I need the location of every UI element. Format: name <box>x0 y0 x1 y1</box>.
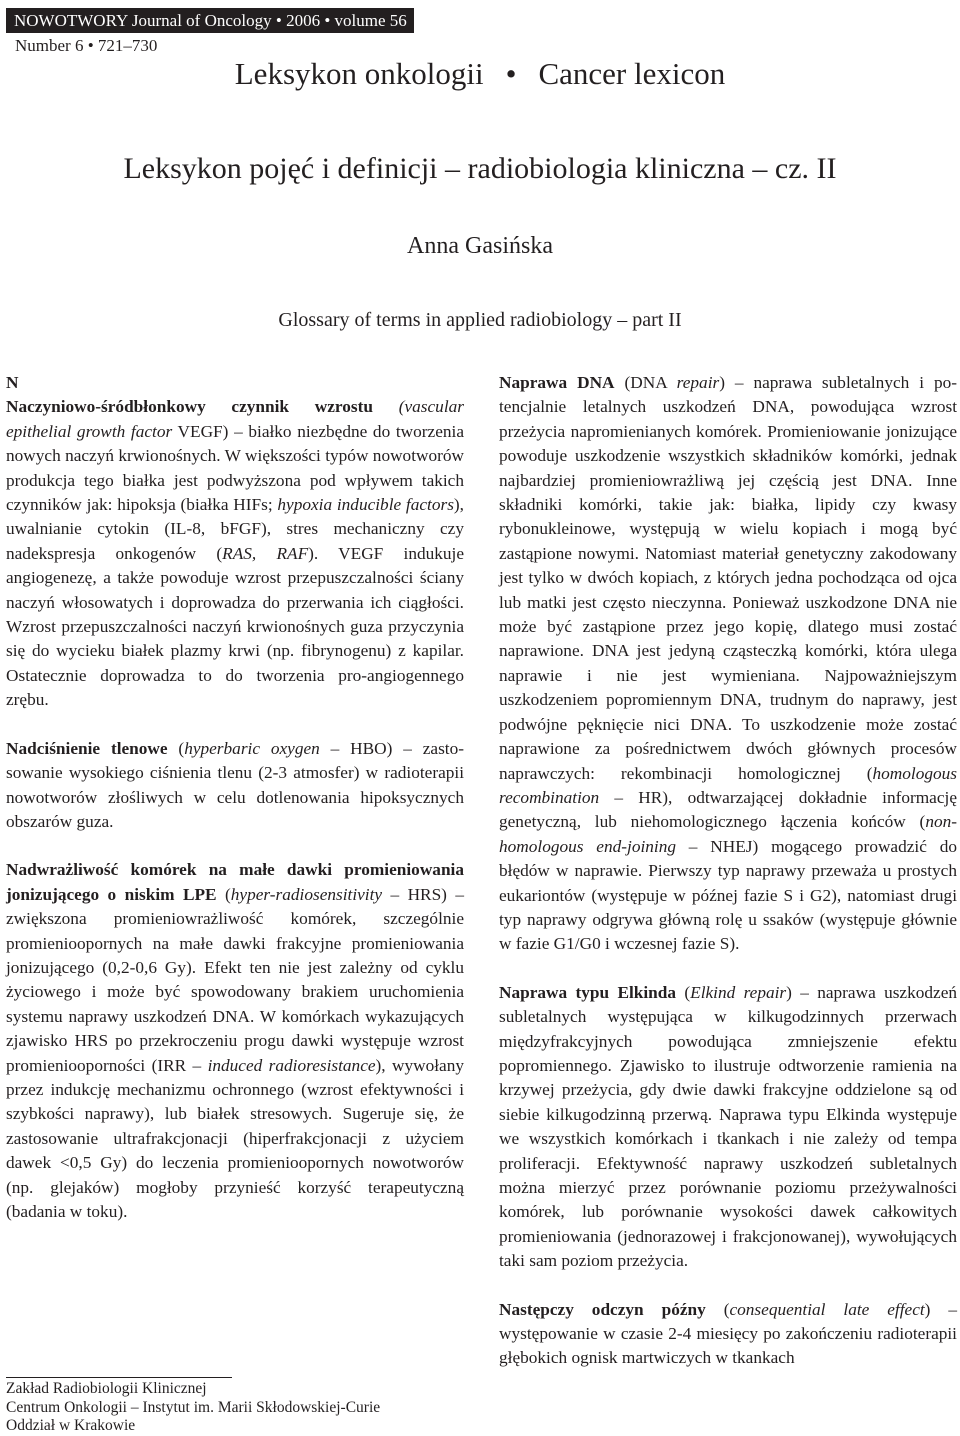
entry-text: ) – naprawa subletalnych i potencjalnie letalnych uszkodzeń DNA, powodująca wzrost przeżycia napromienianych komórek. Promieniowanie jonizujące powoduje uszkodzenie wszystkich składników komórki, jednak najbardziej promieniowrażliwą jej częścią jest DNA. Inne składniki komórki, takie jak: białka, lipidy czy kwasy rybonukleinowe, występują w wielu kopiach i mogą być zastąpione nowymi. Natomiast materiał genetyczny zakodowany jest tylko w dwóch kopiach, z których jedna pochodząca od ojca lub matki jest często nieczynna. Ponieważ uszkodzone DNA nie może być zastąpione przez jego kopię, dlatego musi zostać naprawione. DNA jest jedyną cząsteczką komórki, która ulega naprawie i nie jest wymieniana. Najpoważniejszym uszkodzeniem popromiennym DNA, trudnym do naprawy, jest podwójne pęknięcie nici DNA. To uszkodzenie może zostać naprawione za pośrednictwem dwóch głównych procesów naprawczych: rekombinacji homologicznej ( <box>499 373 957 783</box>
section-header <box>0 54 960 94</box>
journal-banner: NOWOTWORY Journal of Oncology • 2006 • volume 56 <box>6 8 414 33</box>
entry-text: ) – naprawa uszkodzeń subletalnych występująca w kilkugodzinnych przerwach międzyfrakcyjnych powodująca zmniejszenie efektu popromiennego. Zjawisko to ilustruje odtworzenie ramienia na krzywej przeżycia, gdy dwie dawki frakcyjne oddzielone są od siebie kilkugodzinną przerwą. Naprawa typu Elkinda występuje we wszystkich komórkach i tkankach i nie zależy od tempa proliferacji. Efektywność naprawy uszkodzeń subletalnych można mierzyć przez porównanie poziomu przeżywalności komórek, lub porównanie wysokości dawek całkowitych promieniowania (jednorazowej i frakcjonowanej), wywołujących taki sam poziom przeżycia. <box>499 982 958 1271</box>
left-column <box>6 371 464 1248</box>
entry-term: Następczy odczyn późny <box>499 1299 706 1319</box>
entry-term: Naprawa typu Elkinda <box>499 982 677 1002</box>
entry-term: Nadwrażliwość komórek na małe dawki promieniowania jonizującego o niskim LPE <box>6 860 464 904</box>
entry-text: ( <box>705 1299 730 1319</box>
entry-english-term: (vascular epithelial growth factor <box>6 397 464 441</box>
entry-text: ) – występowanie w czasie 2-4 miesięcy po zakończeniu radioterapii głębokich ognisk martwiczych w tkankach <box>499 1299 958 1368</box>
entry-text: (DNA <box>614 373 677 392</box>
entry-english-term: repair <box>676 373 720 392</box>
entry-text: – HBO) – zastosowanie wysokiego ciśnienia tlenu (2-3 atmosfer) w radioterapii nowotworów złośliwych w celu dotlenowania hipoksycznych obszarów guza. <box>6 738 464 831</box>
entry-text: – NHEJ) mogącego prowadzić do błędów w naprawie. Pierwszy typ naprawy przeważa u prostych eukariontów (występuje w późnej fazie S i G2), natomiast drugi typ naprawy odgrywa główną rolę u ssaków (występuje głównie w fazie G1/G0 i wczesnej fazie S). <box>499 836 957 954</box>
entry-text: – HRS) – zwiększona promieniowrażliwość komórek, szczególnie promienioopornych na małe dawki frakcyjne promieniowania jonizującego (0,2-0,6 Gy). Efekt ten nie jest zależny od cyklu życiowego i może być spowodowany brakiem uruchomienia systemu naprawy uszkodzeń DNA. W komórkach wykazujących zjawisko HRS po przekroczeniu progu dawki występuje wzrost promieniooporności (IRR – <box>6 884 465 1075</box>
entry-italic-text: RAS, RAF <box>222 543 309 563</box>
entry-italic-text: induced radioresistance <box>207 1055 376 1075</box>
glossary-entry-vegf <box>6 395 464 712</box>
entry-text: ( <box>167 738 185 758</box>
entry-english-term: Elkind repair <box>690 982 787 1002</box>
entry-text: ), wywołany przez indukcję mechanizmu ochronnego (wzrost efektywności i szybkości naprawy), lub białek stresowych. Sugeruje się, że zastosowanie ultrafrakcjonacji (hiperfrakcjonacji z użyciem dawek <0,5 Gy) do leczenia promienioopornych nowotworów (np. glejaków) mogłoby przynieść korzyść terapeutyczną (badania w toku). <box>6 1055 465 1221</box>
affiliation-line: Oddział w Krakowie <box>6 1417 136 1434</box>
footnote-divider <box>6 1377 232 1378</box>
section-title-en: Cancer lexicon <box>538 56 726 91</box>
entry-italic-text: homologous recombination <box>499 763 957 807</box>
entry-term: Naprawa DNA <box>499 373 615 392</box>
section-separator: • <box>505 56 517 91</box>
glossary-entry-dna-repair <box>499 371 957 957</box>
entry-text: – HR), odtwarzającej dokładnie informację genetyczną, lub niehomologicznego łączenia końców ( <box>499 787 957 832</box>
section-title-pl: Leksykon onkologii <box>234 56 484 91</box>
right-column <box>499 371 957 1395</box>
entry-text: ( <box>676 982 691 1002</box>
entry-italic-text: non-homologous end-joining <box>499 812 957 856</box>
author-affiliation <box>6 1380 380 1436</box>
glossary-entry-hrs <box>6 858 464 1224</box>
affiliation-line: Centrum Onkologii – Instytut im. Marii Skłodowskiej-Curie <box>6 1398 381 1416</box>
paper-title: Leksykon pojęć i definicji – radiobiologia kliniczna – cz. II <box>123 152 837 185</box>
section-letter: N <box>6 373 19 392</box>
entry-english-term: hyper-radiosensitivity <box>230 884 383 904</box>
glossary-entry-elkind-repair <box>499 981 957 1274</box>
glossary-entry-hbo <box>6 737 464 835</box>
entry-text: ( <box>216 884 231 904</box>
issue-line: Number 6 • 721–730 <box>15 36 158 55</box>
entry-text: ), uwalnianie cytokin (IL-8, bFGF), stres mechaniczny czy nadekspresja onkogenów ( <box>6 495 464 563</box>
entry-english-term: hyperbaric oxygen <box>184 738 320 758</box>
paper-author: Anna Gasińska <box>407 233 553 259</box>
entry-text: ). VEGF indukuje angiogenezę, a także powoduje wzrost przepuszczalności ściany naczyń włosowatych i doprowadza do przerwania ich ciągłości. Wzrost przepuszczalności naczyń krwionośnych guza przyczynia się do wycieku białek plazmy krwi (np. fibrynogenu) z kapilar. Ostatecznie doprowadza to do tworzenia pro-angiogennego zrębu. <box>6 543 465 710</box>
entry-term: Nadciśnienie tlenowe <box>6 738 168 758</box>
entry-italic-text: hypoxia inducible factors <box>277 495 454 515</box>
entry-text: VEGF) – białko niezbędne do tworzenia nowych naczyń krwionośnych. W większości typów nowotworów produkcja tego białka jest podwyższona pod wpływem takich czynników jak: hipoksja (białka HIFs; <box>6 421 464 515</box>
paper-subtitle: Glossary of terms in applied radiobiology – part II <box>278 309 682 331</box>
entry-term: Naczyniowo-śródbłonkowy czynnik wzrostu <box>6 397 373 417</box>
entry-english-term: consequential late effect <box>729 1299 925 1319</box>
glossary-entry-consequential-late-effect <box>499 1298 957 1371</box>
affiliation-line: Zakład Radiobiologii Klinicznej <box>6 1380 207 1397</box>
